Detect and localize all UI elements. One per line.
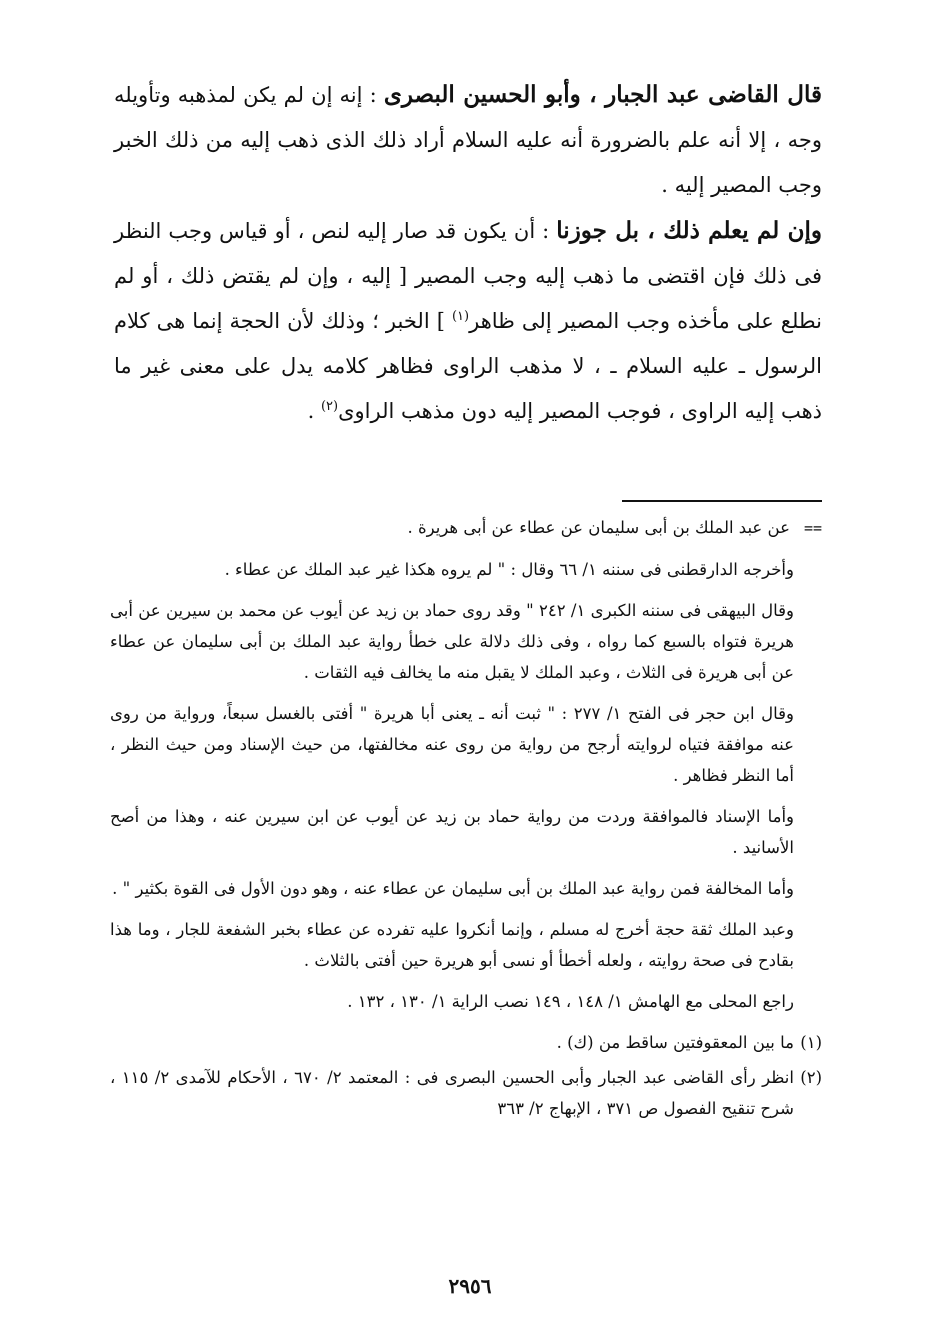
footnote-2 bbox=[110, 1062, 822, 1124]
footnote-2-number: (٢) bbox=[800, 1068, 822, 1087]
footnote-block-abd-al-malik: وعبد الملك ثقة حجة أخرج له مسلم ، وإنما أنكروا عليه تفرده عن عطاء بخبر الشفعة للجار ، وما هذا بقادح فى صحة روايته ، ولعله أخطأ أو نسى أبو هريرة حين أفتى بالثلاث . bbox=[110, 920, 794, 970]
footnote-1-text: ما بين المعقوفتين ساقط من (ك) . bbox=[556, 1033, 794, 1052]
paragraph-2-lead: وإن لم يعلم ذلك ، بل جوزنا bbox=[556, 217, 822, 244]
footnote-block-mukhalafa: وأما المخالفة فمن رواية عبد الملك بن أبى سليمان عن عطاء عنه ، وهو دون الأول فى القوة بكثير " . bbox=[112, 879, 794, 898]
footnote-block-references: راجع المحلى مع الهامش ١/ ١٤٨ ، ١٤٩ نصب الراية ١/ ١٣٠ ، ١٣٢ . bbox=[347, 992, 794, 1011]
continuation-line: عن عبد الملك بن أبى سليمان عن عطاء عن أبى هريرة . bbox=[407, 518, 790, 537]
paragraph-2-end: . bbox=[307, 399, 315, 423]
paragraph-2-text-a: : أن يكون قد صار إليه لنص ، أو قياس وجب النظر فى ذلك فإن اقتضى ما ذهب إليه وجب المصير [ إليه ، وإن لم يقتض ذلك ، أو لم نطلع على مأخذه وجب المصير إلى ظاهر bbox=[114, 219, 823, 333]
paragraph-1-lead: قال القاضى عبد الجبار ، وأبو الحسين البصرى bbox=[383, 81, 822, 108]
footnotes bbox=[110, 512, 822, 1128]
footnote-continuation bbox=[110, 512, 822, 544]
paragraph-2 bbox=[114, 208, 822, 434]
footnote-1 bbox=[110, 1027, 822, 1058]
paragraph-1 bbox=[114, 72, 822, 208]
main-text bbox=[114, 72, 822, 434]
footnote-block-bayhaqi: وقال البيهقى فى سننه الكبرى ١/ ٢٤٢ " وقد روى حماد بن زيد عن أيوب عن محمد بن سيرين عن أبى هريرة فتواه بالسبع كما رواه ، وفى ذلك دلالة على خطأ رواية عبد الملك بن أبى سليمان عن عطاء عن أبى هريرة فى الثلاث ، وعبد الملك لا يقبل منه ما يخالف فيه الثقات . bbox=[110, 601, 795, 682]
footnote-divider bbox=[622, 500, 822, 502]
footnote-ref-2[interactable]: (٢) bbox=[320, 399, 339, 414]
paragraph-1-text: : إنه إن لم يكن لمذهبه وتأويله وجه ، إلا أنه علم بالضرورة أنه عليه السلام أراد ذلك الذى ذهب إليه من ذلك الخبر وجب المصير إليه . bbox=[114, 83, 822, 197]
footnote-block-ibn-hajar: وقال ابن حجر فى الفتح ١/ ٢٧٧ : " ثبت أنه ـ يعنى أبا هريرة " أفتى بالغسل سبعاً، ورواية من روى عنه موافقة فتياه لروايته أرجح من رواية من روى عنه مخالفتها، من حيث الإسناد ومن حيث النظر ، أما النظر فظاهر . bbox=[110, 704, 795, 785]
footnote-block-isnad: وأما الإسناد فالموافقة وردت من رواية حماد بن زيد عن أيوب عن ابن سيرين عنه ، وهذا من أصح الأسانيد . bbox=[110, 807, 794, 857]
footnote-block-daraqutni: وأخرجه الدارقطنى فى سننه ١/ ٦٦ وقال : " لم يروه هكذا غير عبد الملك عن عطاء . bbox=[224, 560, 794, 579]
page-number: ٢٩٥٦ bbox=[448, 1274, 492, 1298]
continuation-marker: == bbox=[803, 519, 822, 537]
footnote-1-number: (١) bbox=[800, 1033, 822, 1052]
paragraph-2-text-b: ] الخبر ؛ وذلك لأن الحجة إنما هى كلام الرسول ـ عليه السلام ـ ، لا مذهب الراوى فظاهر كلامه يدل على معنى غير ما ذهب إليه الراوى ، فوجب المصير إليه دون مذهب الراوى bbox=[114, 309, 822, 423]
footnote-2-text: انظر رأى القاضى عبد الجبار وأبى الحسين البصرى فى : المعتمد ٢/ ٦٧٠ ، الأحكام للآمدى ٢/ ١١٥ ، شرح تنقيح الفصول ص ٣٧١ ، الإبهاج ٢/ ٣٦٣ bbox=[110, 1068, 794, 1118]
footnote-ref-1[interactable]: (١) bbox=[451, 309, 470, 324]
